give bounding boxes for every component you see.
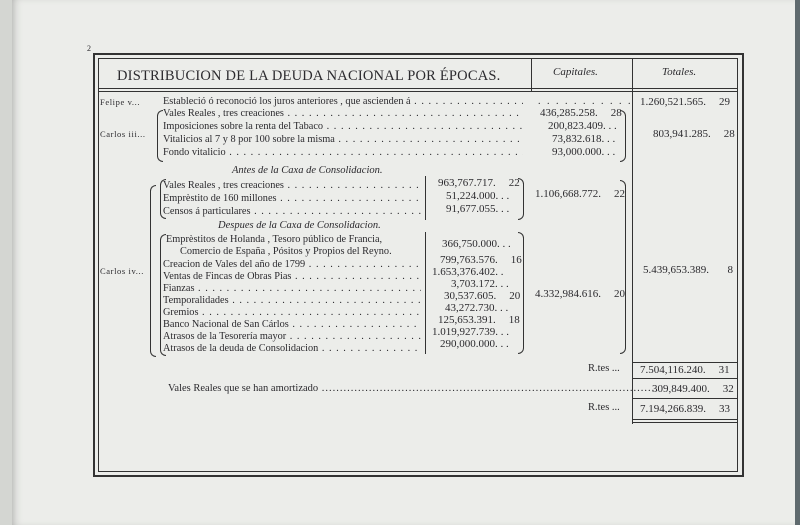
carlos-iii-total: 803,941.285. 28 [653, 128, 735, 140]
carlos-iii-item: Vales Reales , tres creaciones . . . [163, 108, 523, 120]
page-binding [0, 0, 12, 525]
amortizado-rule [632, 398, 738, 399]
antes-value: 91,677.055. . . [446, 203, 510, 215]
header-rule-double [98, 91, 738, 92]
despues-value: 799,763.576. 16 [440, 254, 522, 266]
r2-rule-double [632, 422, 738, 423]
totales-column-divider [632, 58, 633, 424]
r2-label: R.tes ... [588, 402, 620, 413]
column-header-capitales: Capitales. [553, 66, 598, 78]
column-header-totales: Totales. [662, 66, 697, 78]
antes-value-divider [425, 176, 426, 220]
r1-label: R.tes ... [588, 363, 620, 374]
felipe-total: 1.260,521.565. 29 [640, 96, 730, 108]
despues-value: 3,703.172. . . [451, 278, 509, 290]
despues-right-brace [518, 232, 524, 354]
antes-value: 963,767.717. 22 [438, 177, 520, 189]
despues-value: 30,537.605. 20 [444, 290, 521, 302]
despues-item: Temporalidades . . . [163, 295, 421, 307]
antes-subtotal: 1.106,668.772. 22 [535, 188, 625, 200]
header-divider-capitales [531, 58, 532, 91]
despues-value: 125,653.391. 18 [438, 314, 520, 326]
felipe-row-label: Estableció ó reconoció los juros anteriores , que ascienden á . . . [163, 96, 523, 108]
total-rule [632, 362, 738, 363]
r1-rule [632, 378, 738, 379]
despues-item: Banco Nacional de San Cárlos . . . [163, 319, 421, 331]
antes-item: Emprèstito de 160 millones . . . [163, 193, 421, 205]
despues-item: Atrasos de la deuda de Consolidacion . . . [163, 343, 421, 355]
carlos-iii-item: Imposiciones sobre la renta del Tabaco . . . [163, 121, 523, 133]
despues-value: 1.653,376.402. . [432, 266, 504, 278]
despues-subtotal: 4.332,984.616. 20 [535, 288, 625, 300]
despues-item: Ventas de Fincas de Obras Pias . . . [163, 271, 421, 283]
despues-item: Creacion de Vales del año de 1799 . . . [163, 259, 421, 271]
r2-value: 7.194,266.839. 33 [640, 403, 730, 415]
carlos-iii-value: 200,823.409. . . [548, 120, 617, 132]
despues-first-line1: Emprèstitos de Holanda , Tesoro público de Francia, [166, 234, 383, 245]
page-number: 2 [87, 44, 91, 53]
carlos-iv-right-brace [620, 180, 626, 354]
reign-felipe-v: Felipe v... [100, 97, 141, 107]
carlos-iii-item: Fondo vitalicio . . . [163, 147, 523, 159]
despues-value-divider [425, 232, 426, 354]
antes-heading: Antes de la Caxa de Consolidacion. [232, 165, 383, 176]
carlos-iii-value: 93,000.000. . . [552, 146, 616, 158]
despues-item: Fianzas . . . [163, 283, 421, 295]
despues-first-line2: Comercio de España , Pósitos y Propios del Reyno. [180, 246, 392, 257]
carlos-iii-item: Vitalicios al 7 y 8 por 100 sobre la misma . . . [163, 134, 523, 146]
despues-first-value: 366,750.000. . . [442, 238, 511, 250]
antes-value: 51,224.000. . . [446, 190, 510, 202]
antes-item: Vales Reales , tres creaciones . . . [163, 180, 421, 192]
amortizado-label: Vales Reales que se han amortizado ............................................................................................. [168, 383, 659, 394]
carlos-iii-value: 436,285.258. 28 [540, 107, 622, 119]
reign-carlos-iv: Carlos iv... [100, 266, 144, 276]
reign-carlos-iii: Carlos iii... [100, 129, 146, 139]
despues-value: 1.019,927.739. . . [432, 326, 509, 338]
despues-item: Gremios . . . [163, 307, 421, 319]
antes-right-brace [518, 178, 524, 220]
felipe-capitales-dots: . . . . . . . . . . . [538, 96, 633, 107]
carlos-iii-value: 73,832.618. . . [552, 133, 616, 145]
amortizado-value: 309,849.400. 32 [652, 383, 734, 395]
despues-value: 43,272.730. . . [445, 302, 509, 314]
despues-value: 290,000.000. . . [440, 338, 509, 350]
header-rule [98, 88, 738, 89]
despues-item: Atrasos de la Tesorería mayor . . . [163, 331, 421, 343]
carlos-iv-total: 5.439,653.389. 8 [643, 264, 733, 276]
carlos-iii-right-brace [620, 110, 626, 162]
r2-rule [632, 419, 738, 420]
table-title: DISTRIBUCION DE LA DEUDA NACIONAL POR ÉPOCAS. [117, 68, 501, 84]
r1-value: 7.504,116.240. 31 [640, 364, 730, 376]
carlos-iv-outer-brace [150, 185, 156, 357]
despues-heading: Despues de la Caxa de Consolidacion. [218, 220, 381, 231]
antes-item: Censos á particulares . . . [163, 206, 421, 218]
